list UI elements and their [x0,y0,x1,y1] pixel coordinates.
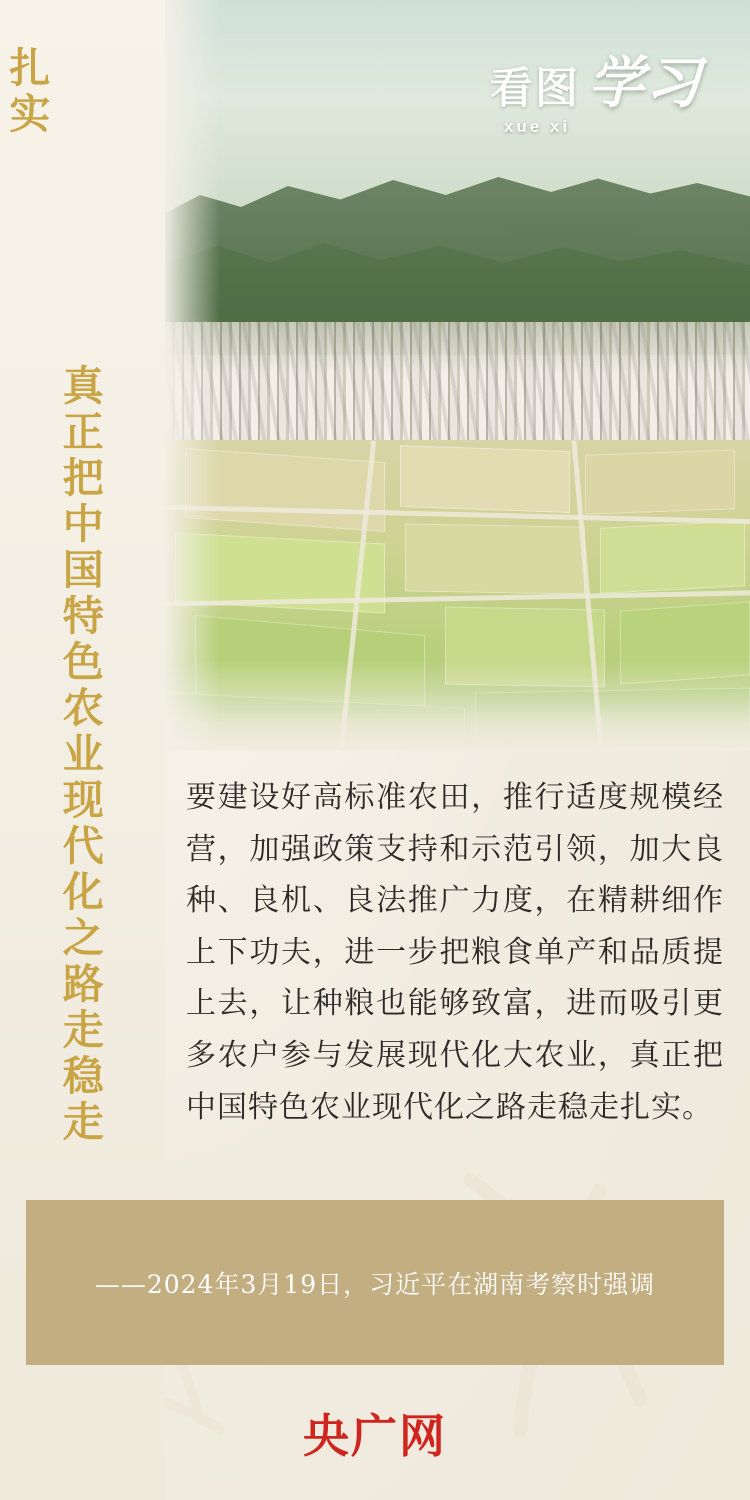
brand-logo-pinyin: xue xi [503,117,571,136]
brand-logo-main: 看图 [490,64,580,114]
photo-left-fade [165,0,220,750]
publisher-logo: 央广网 [303,1408,447,1463]
quote-body: 要建设好高标准农田，推行适度规模经营，加强政策支持和示范引领，加大良种、良机、良法推广力度，在精耕细作上下功夫，进一步把粮食单产和品质提上去，让种粮也能够致富，进而吸引更多农户参与发展现代化大农业，真正把中国特色农业现代化之路走稳走扎实。 [186,780,724,1125]
photo-village-shading [165,322,750,452]
photo-bottom-fade [165,660,750,750]
source-bar [26,1200,724,1365]
headline-sub: 真正把中国特色农业现代化之路走稳走扎实 [2,46,104,1146]
brand-logo-row [490,50,702,116]
field-plot [405,523,585,594]
brand-logo-script: 学习 [588,50,702,116]
footer [0,1365,750,1500]
field-plot [400,445,570,513]
vertical-headline [0,46,165,1156]
source-attribution: ——2024年3月19日，习近平在湖南考察时强调 [94,1269,656,1299]
brand-logo [490,50,702,136]
field-plot [600,520,745,594]
field-plot [585,449,735,514]
